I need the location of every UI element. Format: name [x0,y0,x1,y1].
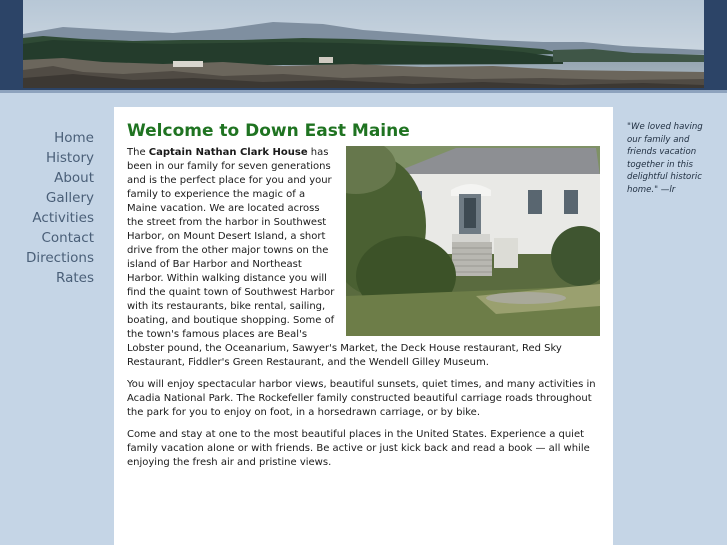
site-header [0,0,727,93]
nav-contact[interactable]: Contact [41,230,94,246]
testimonial-quote: "We loved having our family and friends vacation together in this delightful historic home." —lr [627,122,703,195]
header-divider [0,90,727,93]
house-name: Captain Nathan Clark House [148,147,308,158]
nav-history[interactable]: History [45,150,94,166]
harbor-banner-image [23,0,704,88]
activities-paragraph: You will enjoy spectacular harbor views, beautiful sunsets, quiet times, and many activities in Acadia National Park. The Rockefeller family constructed beautiful carriage roads throughout the park for you to enjoy on foot, in a horsedrawn carriage, or by bike. [127,379,596,418]
page-title: Welcome to Down East Maine [127,121,410,141]
intro-text: has been in our family for seven generations and is the perfect place for you and your family to experience the magic of a Maine vacation. We are located across the street from the harbor in Southwest Harbor, on Mount Desert Island, a short drive from the other major towns on the island of Bar Harbor and Northeast Harbor. Within walking distance you will find the quaint town of Southwest Harbor with its restaurants, bike rental, sailing, boating, and boutique shopping. Some of the town's famous places are Beal's Lobster pound, the Oceanarium, Sawyer's Market, the Deck House restaurant, Red Sky Restaurant, Fiddler's Green Restaurant, and the Wendell Gilley Museum. [127,147,562,368]
nav-about[interactable]: About [54,170,94,186]
nav-directions[interactable]: Directions [25,250,94,266]
invitation-paragraph: Come and stay at one to the most beautiful places in the United States. Experience a quiet family vacation alone or with friends. Be active or just kick back and read a book — all while enjoying the fresh air and pristine views. [127,429,590,468]
intro-prefix: The [127,147,149,158]
main-navigation [0,128,96,288]
nav-rates[interactable]: Rates [56,270,94,286]
nav-gallery[interactable]: Gallery [45,190,94,206]
nav-activities[interactable]: Activities [32,210,94,226]
main-content [114,107,613,545]
nav-home[interactable]: Home [54,130,94,146]
house-photo [346,146,600,336]
